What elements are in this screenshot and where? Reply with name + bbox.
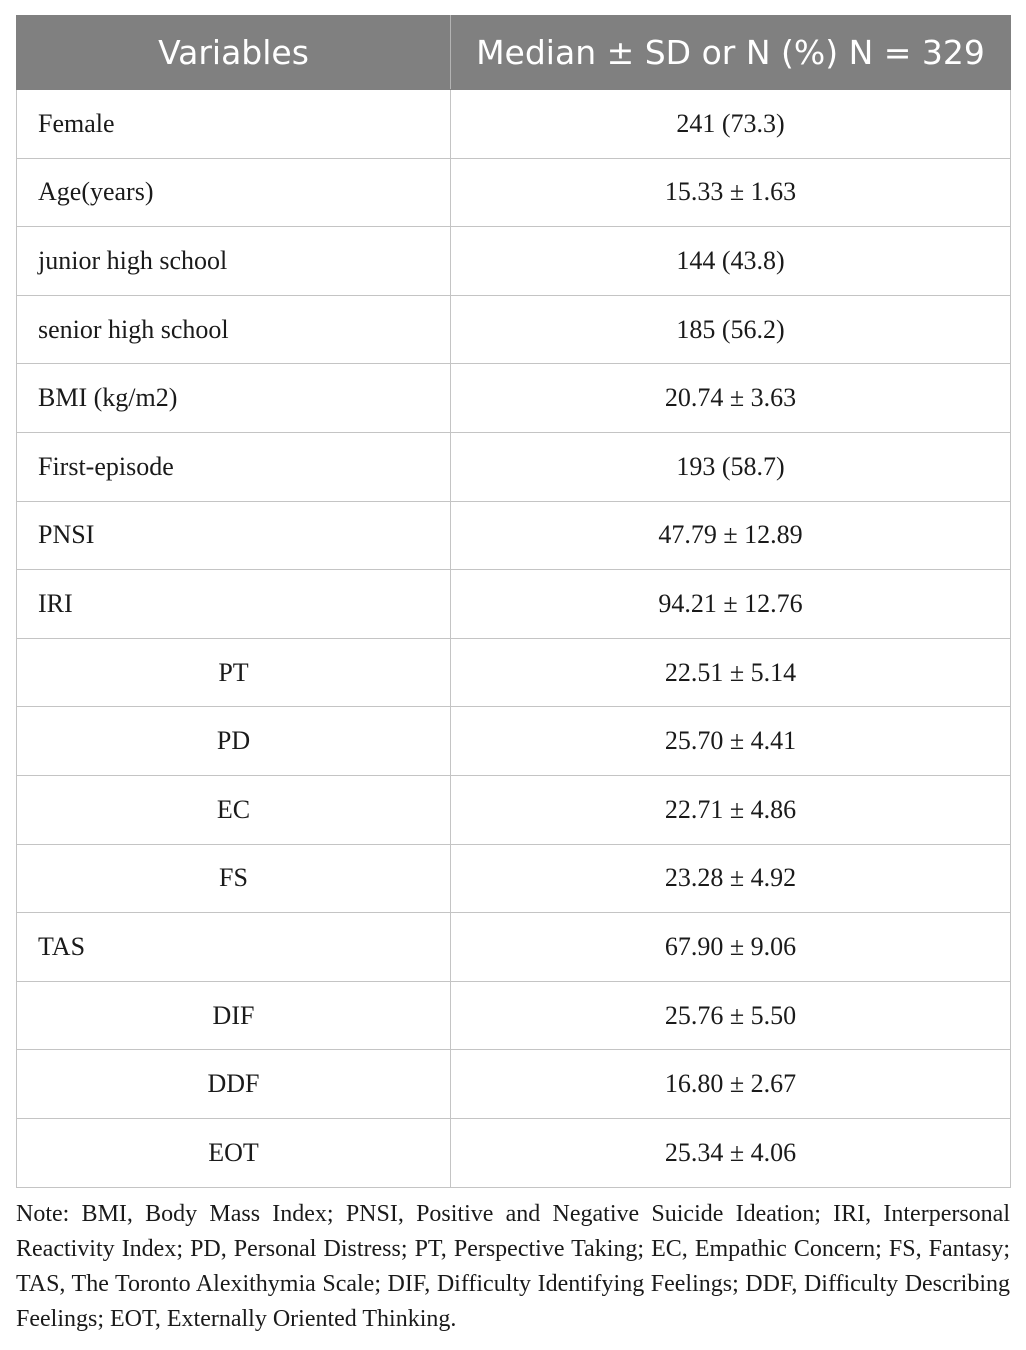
table-row — [17, 1050, 1011, 1119]
statistic-cell: 47.79 ± 12.89 — [451, 501, 1011, 570]
table-row — [17, 707, 1011, 776]
variable-cell: DDF — [17, 1050, 451, 1119]
data-table-container — [16, 15, 1010, 1188]
variable-cell: Female — [17, 90, 451, 159]
variable-cell: PNSI — [17, 501, 451, 570]
variable-cell: FS — [17, 844, 451, 913]
statistic-cell: 15.33 ± 1.63 — [451, 158, 1011, 227]
statistic-cell: 25.34 ± 4.06 — [451, 1118, 1011, 1187]
variable-cell: Age(years) — [17, 158, 451, 227]
variable-cell: PT — [17, 638, 451, 707]
statistic-cell: 16.80 ± 2.67 — [451, 1050, 1011, 1119]
table-row — [17, 364, 1011, 433]
statistic-cell: 25.76 ± 5.50 — [451, 981, 1011, 1050]
table-row — [17, 913, 1011, 982]
table-row — [17, 638, 1011, 707]
table-row — [17, 570, 1011, 639]
table-body — [17, 90, 1011, 1188]
table-row — [17, 981, 1011, 1050]
statistic-cell: 185 (56.2) — [451, 295, 1011, 364]
data-table — [16, 15, 1011, 1188]
variable-cell: PD — [17, 707, 451, 776]
variable-cell: First-episode — [17, 432, 451, 501]
table-row — [17, 90, 1011, 159]
variable-cell: DIF — [17, 981, 451, 1050]
statistic-cell: 193 (58.7) — [451, 432, 1011, 501]
statistic-cell: 67.90 ± 9.06 — [451, 913, 1011, 982]
statistic-cell: 25.70 ± 4.41 — [451, 707, 1011, 776]
table-row — [17, 501, 1011, 570]
statistic-cell: 23.28 ± 4.92 — [451, 844, 1011, 913]
table-row — [17, 844, 1011, 913]
variable-cell: senior high school — [17, 295, 451, 364]
variable-cell: IRI — [17, 570, 451, 639]
statistic-cell: 241 (73.3) — [451, 90, 1011, 159]
variable-cell: EOT — [17, 1118, 451, 1187]
column-header-statistic: Median ± SD or N (%) N = 329 — [451, 16, 1011, 90]
table-row — [17, 775, 1011, 844]
table-row — [17, 227, 1011, 296]
variable-cell: junior high school — [17, 227, 451, 296]
table-row — [17, 1118, 1011, 1187]
statistic-cell: 20.74 ± 3.63 — [451, 364, 1011, 433]
variable-cell: BMI (kg/m2) — [17, 364, 451, 433]
variable-cell: EC — [17, 775, 451, 844]
table-footnote: Note: BMI, Body Mass Index; PNSI, Positive and Negative Suicide Ideation; IRI, Interpersonal Reactivity Index; PD, Personal Distress; PT, Perspective Taking; EC, Empathic Concern; FS, Fantasy; TAS, The Toronto Alexithymia Scale; DIF, Difficulty Identifying Feelings; DDF, Difficulty Describing Feelings; EOT, Externally Oriented Thinking. — [16, 1201, 1010, 1332]
variable-cell: TAS — [17, 913, 451, 982]
table-row — [17, 295, 1011, 364]
table-row — [17, 432, 1011, 501]
statistic-cell: 144 (43.8) — [451, 227, 1011, 296]
statistic-cell: 94.21 ± 12.76 — [451, 570, 1011, 639]
column-header-variables: Variables — [17, 16, 451, 90]
table-header-row — [17, 16, 1011, 90]
statistic-cell: 22.51 ± 5.14 — [451, 638, 1011, 707]
statistic-cell: 22.71 ± 4.86 — [451, 775, 1011, 844]
table-row — [17, 158, 1011, 227]
